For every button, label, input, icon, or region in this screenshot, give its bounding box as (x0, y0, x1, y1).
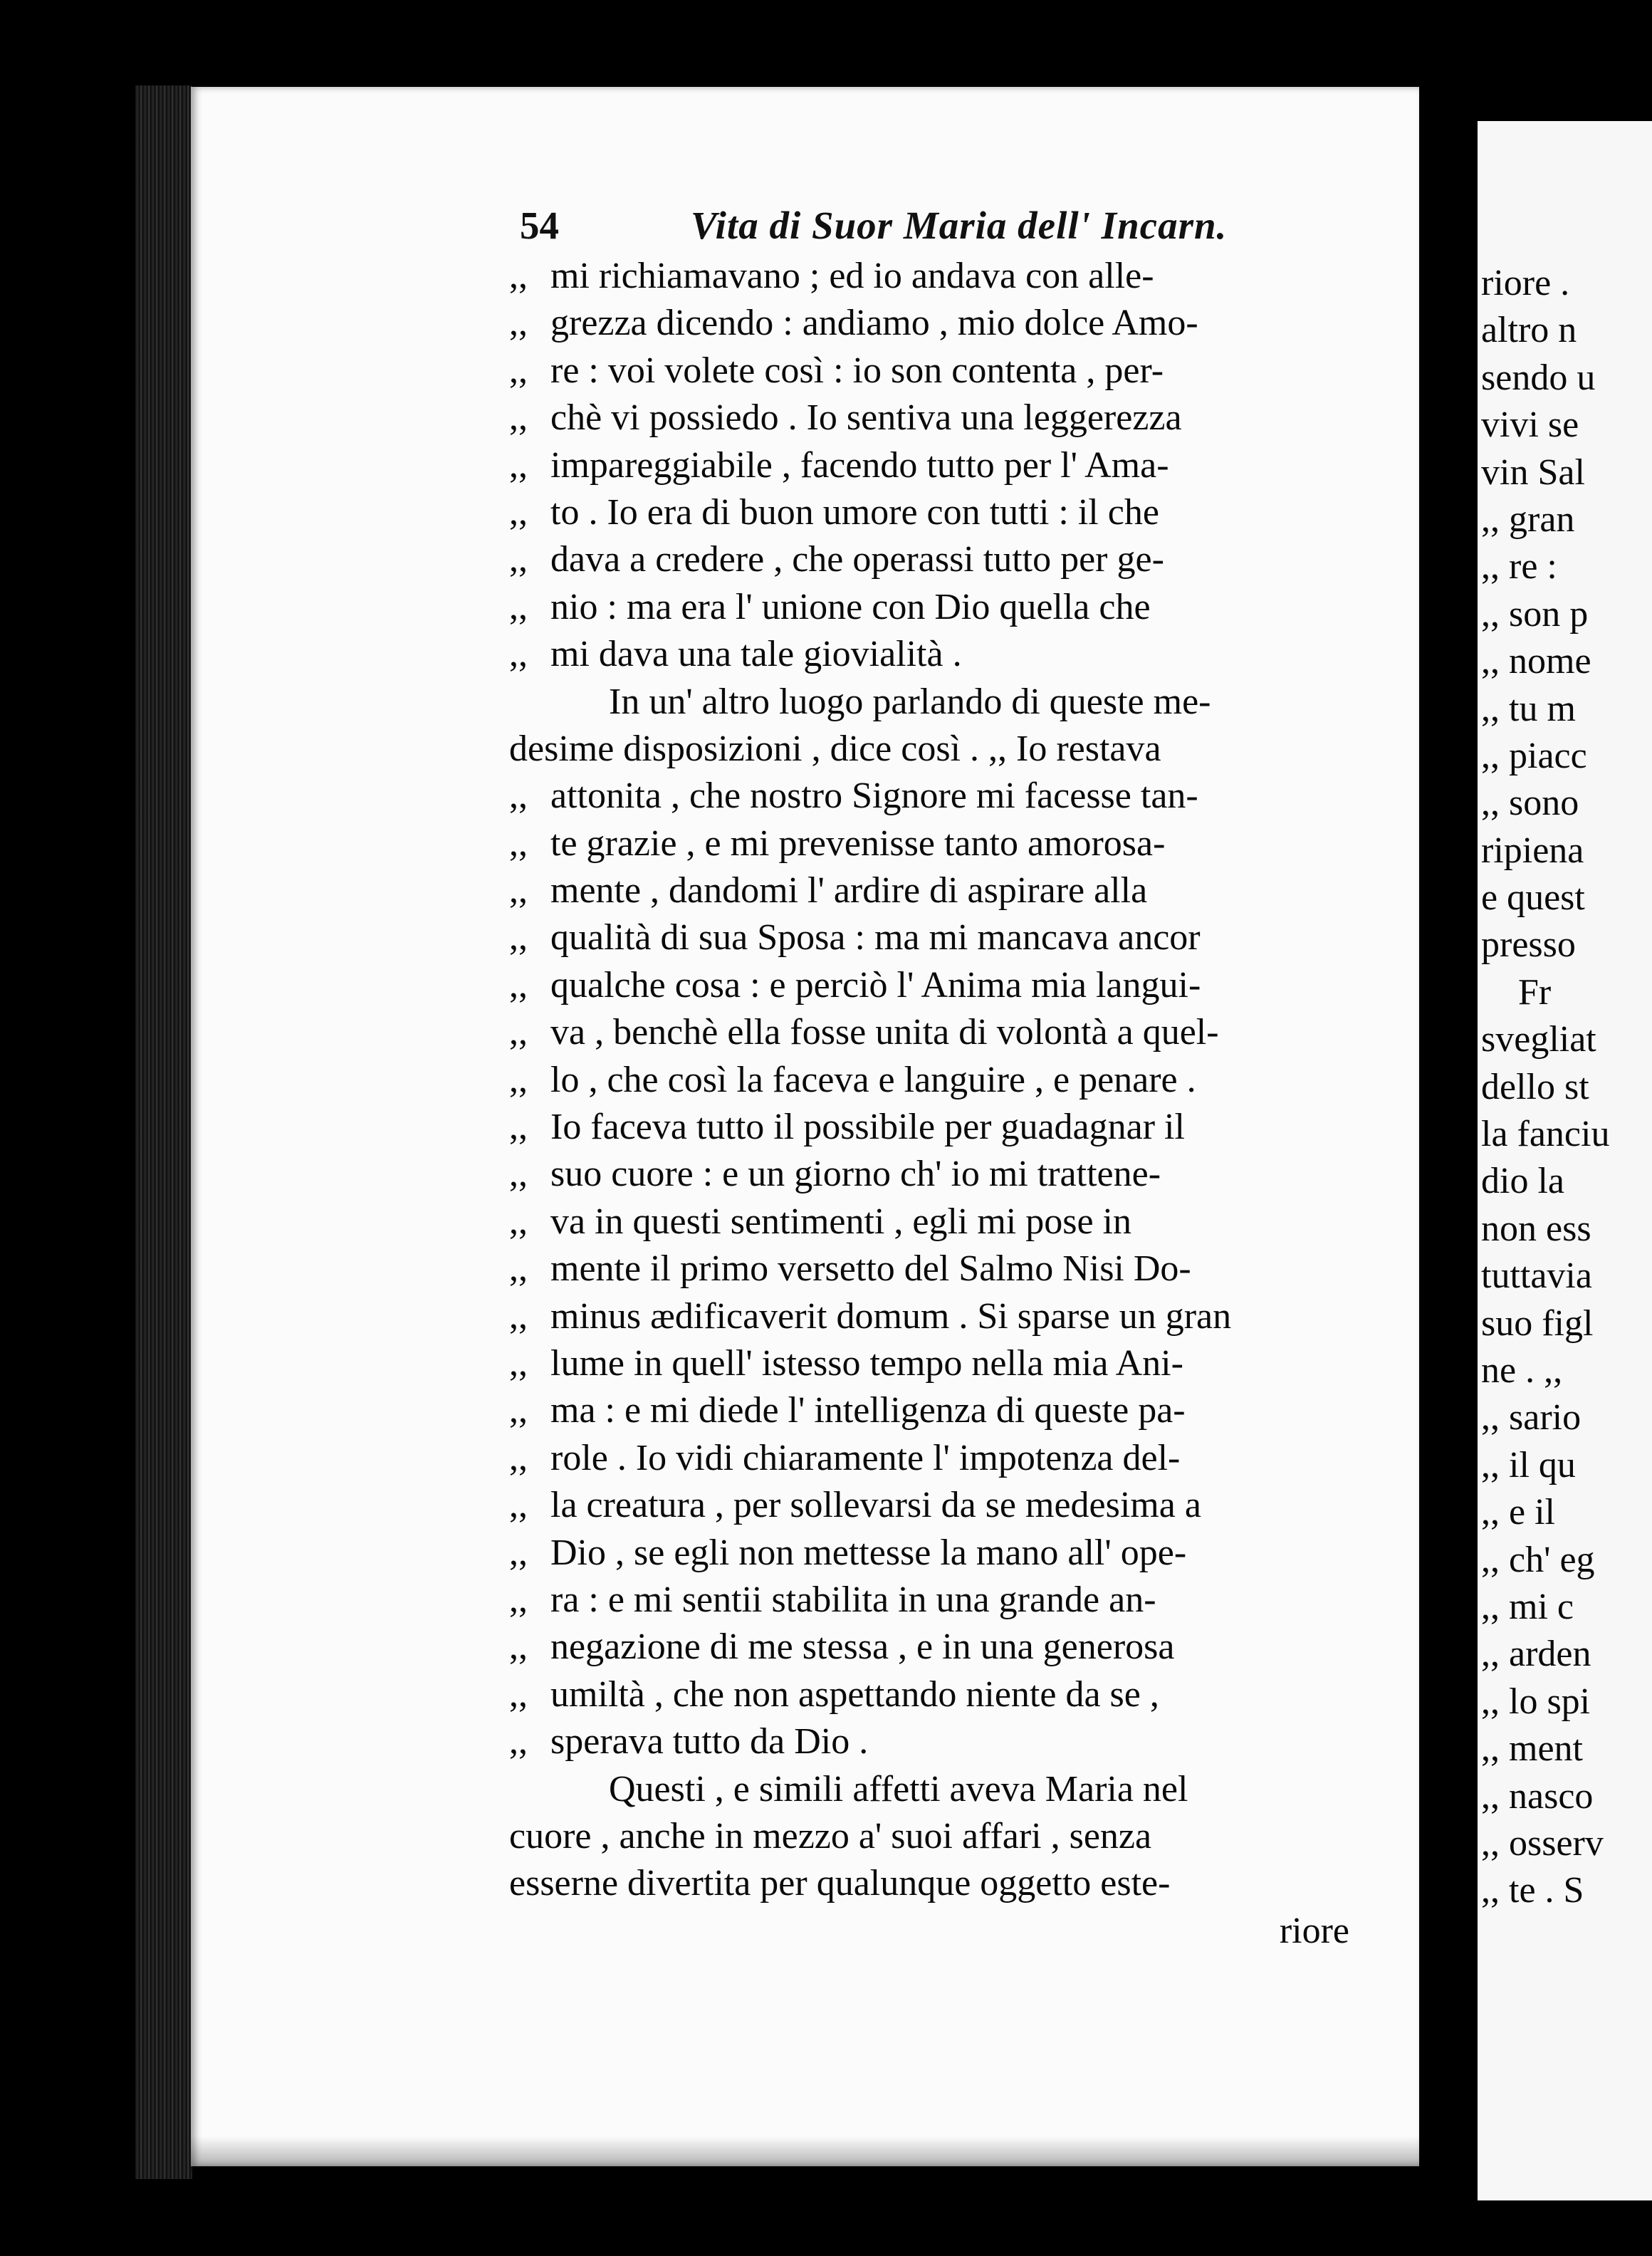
right-page-line: dio la (1481, 1161, 1564, 1202)
quote-mark: ,, (509, 870, 528, 912)
text-line (509, 1198, 1392, 1246)
quote-mark: ,, (509, 397, 528, 439)
quote-mark: ,, (509, 964, 528, 1006)
right-page-line: ,, il qu (1481, 1444, 1576, 1485)
text-line (509, 1387, 1392, 1434)
right-page-line: ne . ,, (1481, 1349, 1563, 1391)
quote-mark: ,, (509, 1579, 528, 1620)
line-text: va in questi sentimenti , egli mi pose in (550, 1201, 1132, 1242)
text-line (509, 867, 1392, 914)
line-text: negazione di me stessa , e in una generosa (550, 1626, 1175, 1668)
quote-mark: ,, (509, 444, 528, 486)
right-page-line: tuttavia (1481, 1255, 1592, 1297)
right-page-text (1481, 260, 1652, 1915)
quote-mark: ,, (509, 586, 528, 627)
text-line (509, 1340, 1392, 1387)
quote-mark: ,, (509, 303, 528, 344)
body-text (509, 253, 1392, 1955)
right-page-line: vin Sal (1481, 451, 1585, 493)
right-page-line: ripiena (1481, 830, 1584, 871)
line-text: esserne divertita per qualunque oggetto este- (509, 1863, 1171, 1904)
text-line (509, 1718, 1392, 1765)
quote-mark: ,, (509, 1012, 528, 1053)
quote-mark: ,, (509, 634, 528, 675)
right-page-line: non ess (1481, 1208, 1591, 1249)
running-header (520, 203, 1374, 253)
text-line (509, 1766, 1392, 1813)
line-text: Io faceva tutto il possibile per guadagnar il (550, 1107, 1185, 1148)
right-page-line: riore . (1481, 263, 1570, 303)
text-line (509, 348, 1392, 395)
line-text: In un' altro luogo parlando di queste me- (609, 681, 1211, 722)
text-line (509, 1104, 1392, 1151)
line-text: role . Io vidi chiaramente l' impotenza del- (550, 1437, 1181, 1478)
line-text: impareggiabile , facendo tutto per l' Ama- (550, 444, 1169, 486)
text-line (509, 536, 1392, 583)
text-line (509, 1577, 1392, 1624)
quote-mark: ,, (509, 1201, 528, 1242)
right-page-line: ,, piacc (1481, 735, 1587, 776)
line-text: lo , che così la faceva e languire , e penare . (550, 1059, 1196, 1100)
running-title: Vita di Suor Maria dell' Incarn. (691, 204, 1228, 247)
right-page-line: ,, sono (1481, 783, 1579, 824)
right-page-line: ,, nasco (1481, 1775, 1594, 1817)
right-page-line: la fanciu (1481, 1114, 1610, 1155)
quote-mark: ,, (509, 1485, 528, 1526)
line-text: minus ædificaverit domum . Si sparse un gran (550, 1295, 1232, 1337)
text-line (509, 773, 1392, 820)
line-text: umiltà , che non aspettando niente da se , (550, 1673, 1159, 1715)
right-page-line: ,, tu m (1481, 688, 1576, 729)
line-text: ma : e mi diede l' intelligenza di queste pa- (550, 1390, 1186, 1431)
line-text: lume in quell' istesso tempo nella mia Ani- (550, 1342, 1183, 1384)
line-text: qualche cosa : e perciò l' Anima mia langui- (550, 964, 1201, 1006)
line-text: mi richiamavano ; ed io andava con alle- (550, 256, 1154, 296)
line-text: cuore , anche in mezzo a' suoi affari , senza (509, 1815, 1152, 1856)
line-text: mente , dandomi l' ardire di aspirare alla (550, 870, 1148, 912)
line-text: desime disposizioni , dice così . ,, Io restava (509, 728, 1161, 769)
text-line (509, 300, 1392, 347)
text-line (509, 1530, 1392, 1577)
right-page-line: suo figl (1481, 1302, 1594, 1344)
line-text: chè vi possiedo . Io sentiva una leggerezza (550, 397, 1182, 439)
right-page-line: ,, osserv (1481, 1822, 1604, 1864)
right-page-line: svegliat (1481, 1019, 1596, 1060)
quote-mark: ,, (509, 1295, 528, 1337)
right-page-line: e quest (1481, 877, 1585, 919)
line-text: sperava tutto da Dio . (550, 1721, 869, 1762)
right-page-line: ,, ment (1481, 1728, 1583, 1770)
right-page-line: ,, mi c (1481, 1586, 1574, 1627)
quote-mark: ,, (509, 256, 528, 296)
line-text: nio : ma era l' unione con Dio quella che (550, 586, 1151, 627)
page-bottom-shadow (191, 2136, 1419, 2172)
text-line (509, 914, 1392, 961)
quote-mark: ,, (509, 1154, 528, 1195)
quote-mark: ,, (509, 917, 528, 959)
quote-mark: ,, (509, 491, 528, 533)
catchword: riore (1279, 1910, 1349, 1951)
quote-mark: ,, (509, 1107, 528, 1148)
right-page-line: presso (1481, 924, 1576, 966)
text-line (509, 1813, 1392, 1860)
right-page-line: ,, lo spi (1481, 1681, 1591, 1722)
quote-mark: ,, (509, 1248, 528, 1290)
quote-mark: ,, (509, 1673, 528, 1715)
line-text: to . Io era di buon umore con tutti : il che (550, 491, 1159, 533)
text-line (509, 679, 1392, 726)
line-text: dava a credere , che operassi tutto per ge- (550, 539, 1164, 580)
right-page-line: sendo u (1481, 357, 1596, 398)
right-page-line: dello st (1481, 1066, 1589, 1107)
line-text: attonita , che nostro Signore mi facesse tan- (550, 776, 1198, 817)
text-line (509, 1671, 1392, 1718)
right-page-line: altro n (1481, 310, 1577, 351)
line-text: mi dava una tale giovialità . (550, 634, 962, 675)
quote-mark: ,, (509, 1626, 528, 1668)
text-line (509, 1057, 1392, 1104)
text-line (509, 1482, 1392, 1529)
line-text: mente il primo versetto del Salmo Nisi Do- (550, 1248, 1191, 1290)
line-text: la creatura , per sollevarsi da se medesima a (550, 1485, 1201, 1526)
line-text: qualità di sua Sposa : ma mi mancava ancor (550, 917, 1201, 959)
book-gutter (1419, 100, 1476, 2215)
page-number: 54 (520, 204, 559, 247)
text-line (509, 395, 1392, 442)
line-text: va , benchè ella fosse unita di volontà a quel- (550, 1012, 1219, 1053)
right-page-line: ,, sario (1481, 1397, 1582, 1438)
text-line (509, 820, 1392, 867)
line-text: te grazie , e mi prevenisse tanto amorosa- (550, 822, 1166, 864)
text-line (509, 1246, 1392, 1292)
right-page-line: ,, son p (1481, 593, 1589, 634)
text-line (509, 1293, 1392, 1340)
quote-mark: ,, (509, 822, 528, 864)
right-page-line: vivi se (1481, 404, 1579, 446)
quote-mark: ,, (509, 350, 528, 391)
line-text: ra : e mi sentii stabilita in una grande an- (550, 1579, 1156, 1620)
text-line (509, 962, 1392, 1009)
text-line (509, 726, 1392, 773)
right-page-line: Fr (1481, 971, 1552, 1013)
line-text: Dio , se egli non mettesse la mano all' ope- (550, 1532, 1187, 1573)
line-text: grezza dicendo : andiamo , mio dolce Amo- (550, 303, 1198, 344)
quote-mark: ,, (509, 776, 528, 817)
page-stack-edge (135, 85, 192, 2179)
text-line (509, 1435, 1392, 1482)
text-line (509, 442, 1392, 489)
text-line (509, 584, 1392, 631)
text-line (509, 253, 1392, 300)
text-line (509, 631, 1392, 678)
text-line (509, 1009, 1392, 1056)
right-page-line: ,, nome (1481, 641, 1591, 682)
text-line (509, 1860, 1392, 1907)
text-line (509, 489, 1392, 536)
quote-mark: ,, (509, 1390, 528, 1431)
quote-mark: ,, (509, 1437, 528, 1478)
quote-mark: ,, (509, 539, 528, 580)
right-page-line: ,, e il (1481, 1492, 1555, 1533)
right-page-line: ,, re : (1481, 546, 1557, 588)
quote-mark: ,, (509, 1532, 528, 1573)
line-text: Questi , e simili affetti aveva Maria nel (609, 1768, 1188, 1810)
quote-mark: ,, (509, 1721, 528, 1762)
quote-mark: ,, (509, 1059, 528, 1100)
text-line (509, 1624, 1392, 1671)
quote-mark: ,, (509, 1342, 528, 1384)
line-text: suo cuore : e un giorno ch' io mi trattene- (550, 1154, 1161, 1195)
right-page-line: ,, gran (1481, 498, 1575, 540)
text-line (509, 1151, 1392, 1198)
right-page-line: ,, arden (1481, 1634, 1591, 1675)
right-page-line: ,, ch' eg (1481, 1539, 1595, 1580)
line-text: re : voi volete così : io son contenta , per- (550, 350, 1164, 391)
right-page-line: ,, te . S (1481, 1870, 1584, 1911)
